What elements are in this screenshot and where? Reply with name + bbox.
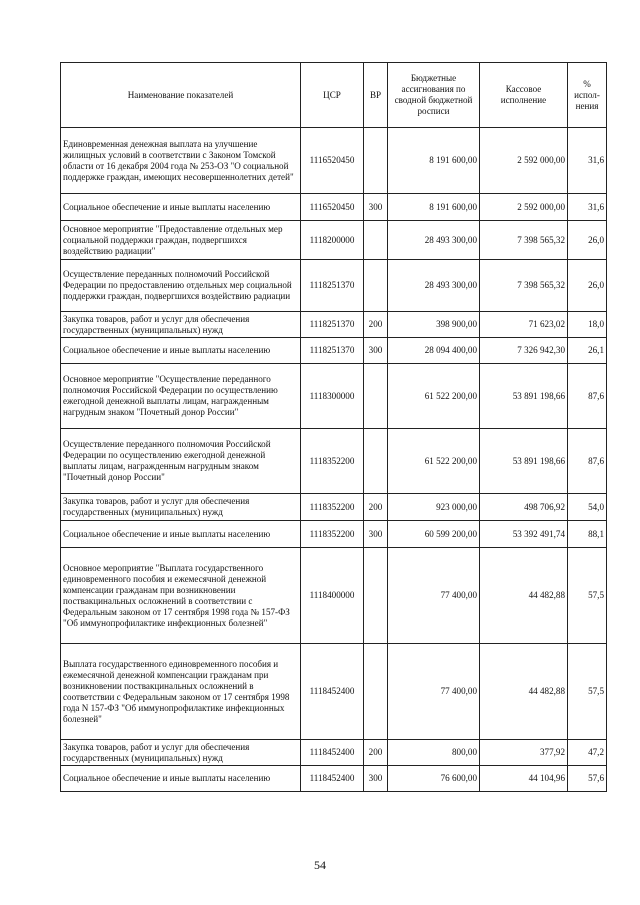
row-plan: 28 094 400,00: [388, 338, 480, 364]
row-vr: [364, 644, 388, 740]
budget-execution-table: [60, 62, 607, 792]
row-pct: 57,6: [568, 766, 607, 792]
row-vr: 200: [364, 494, 388, 521]
row-fact: 377,92: [480, 740, 568, 766]
table-row: [61, 128, 607, 194]
row-csr: 1118352200: [301, 521, 364, 548]
header-plan: Бюджетные ассигнования по сводной бюджетной росписи: [388, 63, 480, 128]
page-number: 54: [314, 858, 326, 872]
row-name: Закупка товаров, работ и услуг для обеспечения государственных (муниципальных) нужд: [61, 740, 301, 766]
row-plan: 8 191 600,00: [388, 128, 480, 194]
row-fact: 44 482,88: [480, 644, 568, 740]
row-vr: [364, 364, 388, 429]
row-vr: 300: [364, 338, 388, 364]
row-pct: 88,1: [568, 521, 607, 548]
table-row: [61, 740, 607, 766]
row-csr: 1118452400: [301, 644, 364, 740]
header-vr: ВР: [364, 63, 388, 128]
row-name: Осуществление переданных полномочий Российской Федерации по предоставлению отдельных мер социальной поддержки граждан, подвергшихся воздействию радиации: [61, 260, 301, 312]
row-name: Основное мероприятие "Предоставление отдельных мер социальной поддержки граждан, подвергшихся воздействию радиации": [61, 221, 301, 260]
row-plan: 76 600,00: [388, 766, 480, 792]
row-vr: 200: [364, 740, 388, 766]
row-pct: 26,1: [568, 338, 607, 364]
row-plan: 800,00: [388, 740, 480, 766]
row-name: Единовременная денежная выплата на улучшение жилищных условий в соответствии с Законом Томской области от 16 декабря 2004 года № 253-ОЗ "О социальной поддержке граждан, имеющих несовершеннолетних детей": [61, 128, 301, 194]
row-pct: 54,0: [568, 494, 607, 521]
row-fact: 44 104,96: [480, 766, 568, 792]
row-name: Социальное обеспечение и иные выплаты населению: [61, 521, 301, 548]
row-pct: 26,0: [568, 260, 607, 312]
row-vr: 200: [364, 312, 388, 338]
row-plan: 61 522 200,00: [388, 429, 480, 494]
row-csr: 1118352200: [301, 429, 364, 494]
row-fact: 2 592 000,00: [480, 128, 568, 194]
row-name: Социальное обеспечение и иные выплаты населению: [61, 194, 301, 221]
header-pct: % испол-нения: [568, 63, 607, 128]
row-plan: 398 900,00: [388, 312, 480, 338]
row-plan: 77 400,00: [388, 548, 480, 644]
row-name: Закупка товаров, работ и услуг для обеспечения государственных (муниципальных) нужд: [61, 494, 301, 521]
table-row: [61, 364, 607, 429]
row-csr: 1118251370: [301, 338, 364, 364]
table-row: [61, 429, 607, 494]
row-fact: 7 398 565,32: [480, 260, 568, 312]
row-vr: [364, 128, 388, 194]
table-row: [61, 312, 607, 338]
table-row: [61, 338, 607, 364]
row-csr: 1118352200: [301, 494, 364, 521]
table-row: [61, 260, 607, 312]
row-pct: 87,6: [568, 364, 607, 429]
row-csr: 1118452400: [301, 766, 364, 792]
row-plan: 28 493 300,00: [388, 221, 480, 260]
row-plan: 8 191 600,00: [388, 194, 480, 221]
row-plan: 60 599 200,00: [388, 521, 480, 548]
row-plan: 61 522 200,00: [388, 364, 480, 429]
header-fact: Кассовое исполнение: [480, 63, 568, 128]
row-name: Основное мероприятие "Осуществление переданного полномочия Российской Федерации по осуществлению ежегодной денежной выплаты лицам, награжденным нагрудным знаком "Почетный донор России": [61, 364, 301, 429]
row-name: Закупка товаров, работ и услуг для обеспечения государственных (муниципальных) нужд: [61, 312, 301, 338]
table-row: [61, 221, 607, 260]
row-vr: [364, 221, 388, 260]
row-vr: 300: [364, 521, 388, 548]
row-fact: 53 891 198,66: [480, 364, 568, 429]
row-vr: [364, 548, 388, 644]
row-pct: 18,0: [568, 312, 607, 338]
row-fact: 53 392 491,74: [480, 521, 568, 548]
row-name: Социальное обеспечение и иные выплаты населению: [61, 766, 301, 792]
table-header-row: [61, 63, 607, 128]
row-csr: 1118251370: [301, 260, 364, 312]
row-fact: 7 398 565,32: [480, 221, 568, 260]
row-name: Основное мероприятие "Выплата государственного единовременного пособия и ежемесячной денежной компенсации гражданам при возникновении поствакцинальных осложнений в соответствии с Федеральным законом от 17 сентября 1998 года № 157-ФЗ "Об иммунопрофилактике инфекционных болезней": [61, 548, 301, 644]
table-row: [61, 644, 607, 740]
row-plan: 28 493 300,00: [388, 260, 480, 312]
row-vr: [364, 260, 388, 312]
row-name: Осуществление переданного полномочия Российской Федерации по осуществлению ежегодной денежной выплаты лицам, награжденным нагрудным знаком "Почетный донор России": [61, 429, 301, 494]
table-row: [61, 494, 607, 521]
row-csr: 1118400000: [301, 548, 364, 644]
table-row: [61, 194, 607, 221]
header-csr: ЦСР: [301, 63, 364, 128]
table-row: [61, 521, 607, 548]
row-csr: 1118200000: [301, 221, 364, 260]
row-vr: 300: [364, 766, 388, 792]
row-fact: 71 623,02: [480, 312, 568, 338]
header-name: Наименование показателей: [61, 63, 301, 128]
row-pct: 31,6: [568, 194, 607, 221]
row-fact: 2 592 000,00: [480, 194, 568, 221]
row-pct: 31,6: [568, 128, 607, 194]
row-pct: 57,5: [568, 644, 607, 740]
row-plan: 77 400,00: [388, 644, 480, 740]
row-pct: 47,2: [568, 740, 607, 766]
row-plan: 923 000,00: [388, 494, 480, 521]
row-csr: 1118452400: [301, 740, 364, 766]
table-row: [61, 548, 607, 644]
row-name: Социальное обеспечение и иные выплаты населению: [61, 338, 301, 364]
row-csr: 1118300000: [301, 364, 364, 429]
row-vr: 300: [364, 194, 388, 221]
row-pct: 26,0: [568, 221, 607, 260]
row-csr: 1116520450: [301, 128, 364, 194]
row-name: Выплата государственного единовременного пособия и ежемесячной денежной компенсации гражданам при возникновении поствакцинальных осложнений в соответствии с Федеральным законом от 17 сентября 1998 года N 157-ФЗ "Об иммунопрофилактике инфекционных болезней": [61, 644, 301, 740]
row-fact: 498 706,92: [480, 494, 568, 521]
row-fact: 7 326 942,30: [480, 338, 568, 364]
row-vr: [364, 429, 388, 494]
row-pct: 57,5: [568, 548, 607, 644]
row-fact: 53 891 198,66: [480, 429, 568, 494]
row-pct: 87,6: [568, 429, 607, 494]
table-row: [61, 766, 607, 792]
row-csr: 1116520450: [301, 194, 364, 221]
row-csr: 1118251370: [301, 312, 364, 338]
row-fact: 44 482,88: [480, 548, 568, 644]
